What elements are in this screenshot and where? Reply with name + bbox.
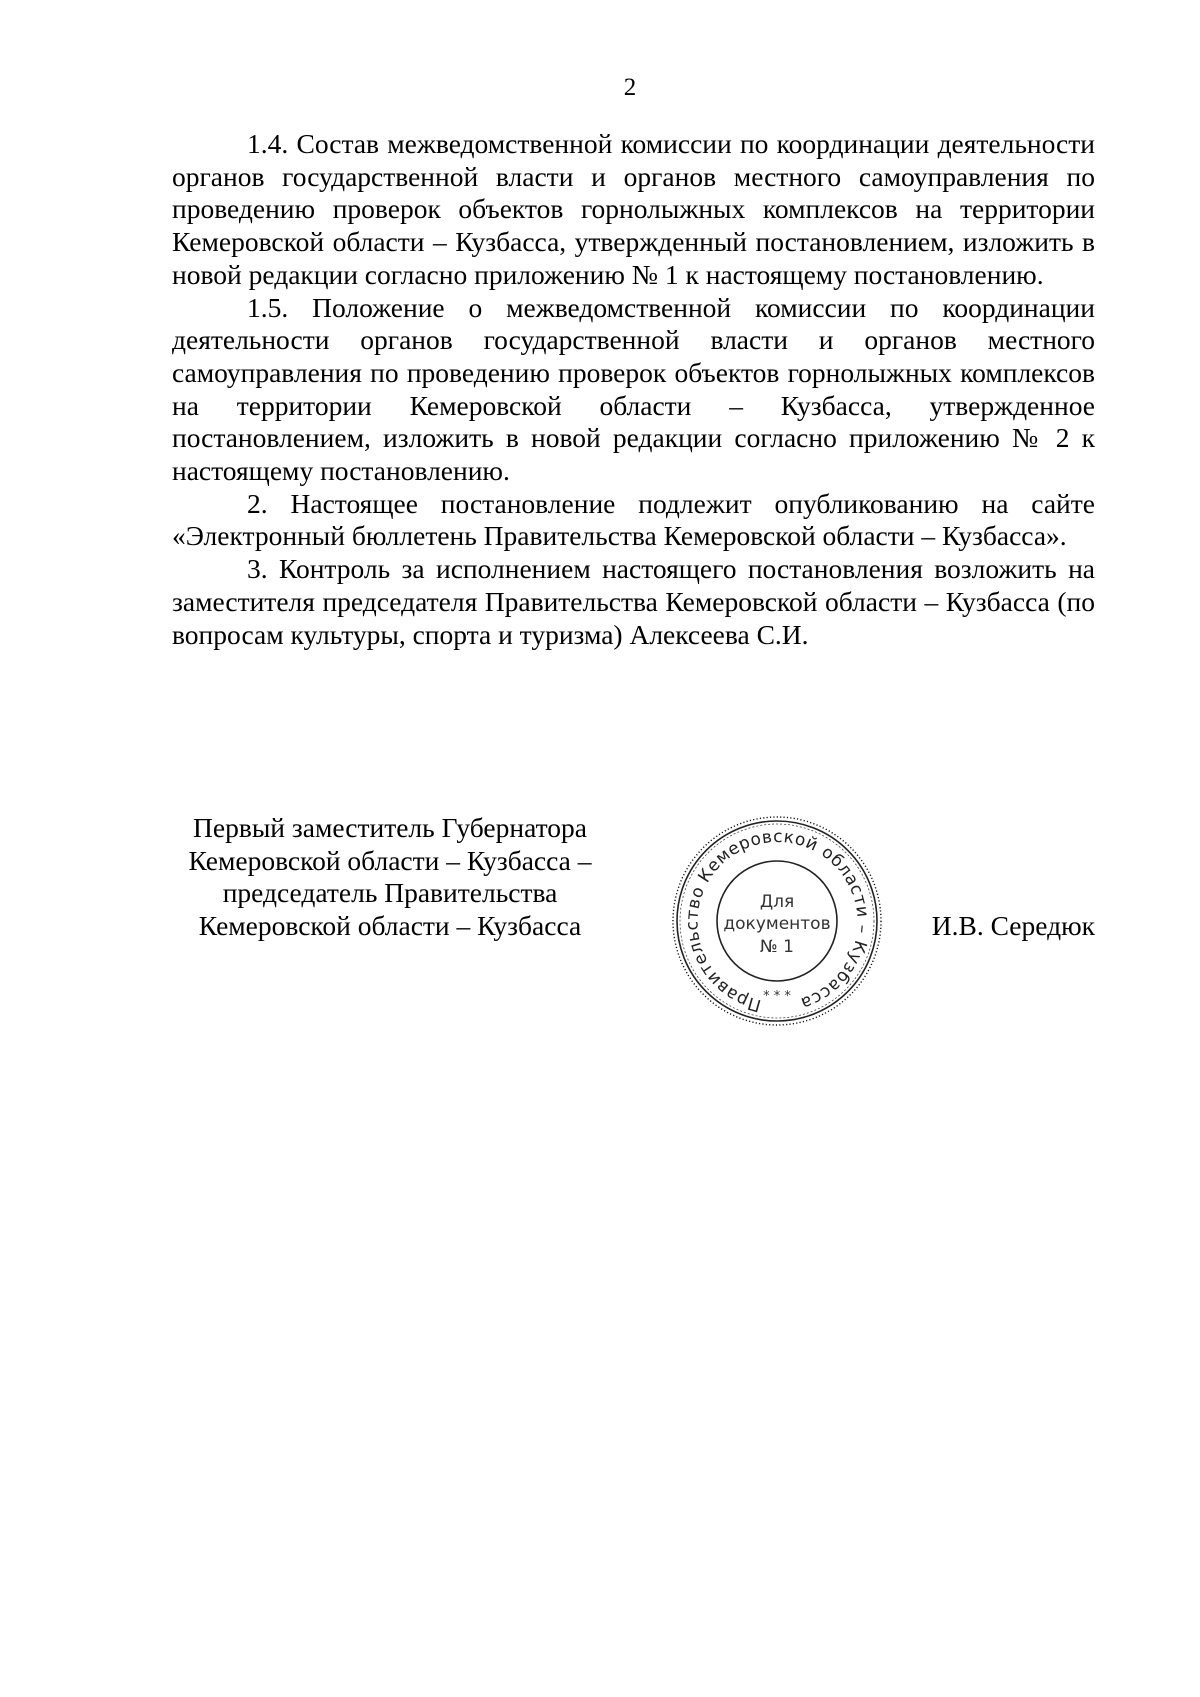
page-number: 2 bbox=[623, 74, 637, 101]
signatory-position-line: председатель Правительства bbox=[222, 877, 558, 908]
signatory-position-line: Первый заместитель Губернатора bbox=[193, 812, 587, 843]
seal-center-line: № 1 bbox=[760, 937, 794, 957]
signatory-name: И.В. Середюк bbox=[931, 910, 1095, 941]
official-seal-graphic bbox=[662, 812, 892, 1030]
signatory-position-line: Кемеровской области – Кузбасса – bbox=[188, 844, 592, 876]
paragraph-2: 2. Настоящее постановление подлежит опубликованию на сайте «Электронный бюллетень Правительства Кемеровской области – Кузбасса». bbox=[172, 487, 1095, 552]
document-body bbox=[172, 128, 1095, 651]
paragraph-3: 3. Контроль за исполнением настоящего постановления возложить на заместителя председателя Правительства Кемеровской области – Кузбасса (по вопросам культуры, спорта и туризма) Алексеева С.И. bbox=[172, 553, 1095, 650]
seal-center-line: Для bbox=[759, 892, 795, 912]
seal-center-line: документов bbox=[723, 914, 831, 934]
paragraph-1-5: 1.5. Положение о межведомственной комиссии по координации деятельности органов государственной власти и органов местного самоуправления по проведению проверок объектов горнолыжных комплексов на территории Кемеровской области – Кузбасса, утвержденное постановлением, изложить в новой редакции согласно приложению № 2 к настоящему постановлению. bbox=[172, 291, 1095, 487]
signatory-position bbox=[150, 812, 630, 942]
signatory-position-line: Кемеровской области – Кузбасса bbox=[198, 909, 582, 941]
seal-ring-text: Правительство Кемеровской области – Кузбасса bbox=[682, 826, 873, 1016]
paragraph-1-4: 1.4. Состав межведомственной комиссии по координации деятельности органов государственной власти и органов местного самоуправления по проведению проверок объектов горнолыжных комплексов на территории Кемеровской области – Кузбасса, утвержденный постановлением, изложить в новой редакции согласно приложению № 1 к настоящему постановлению. bbox=[172, 128, 1095, 290]
official-seal bbox=[662, 812, 892, 1030]
seal-stars: * * * bbox=[763, 989, 791, 1004]
